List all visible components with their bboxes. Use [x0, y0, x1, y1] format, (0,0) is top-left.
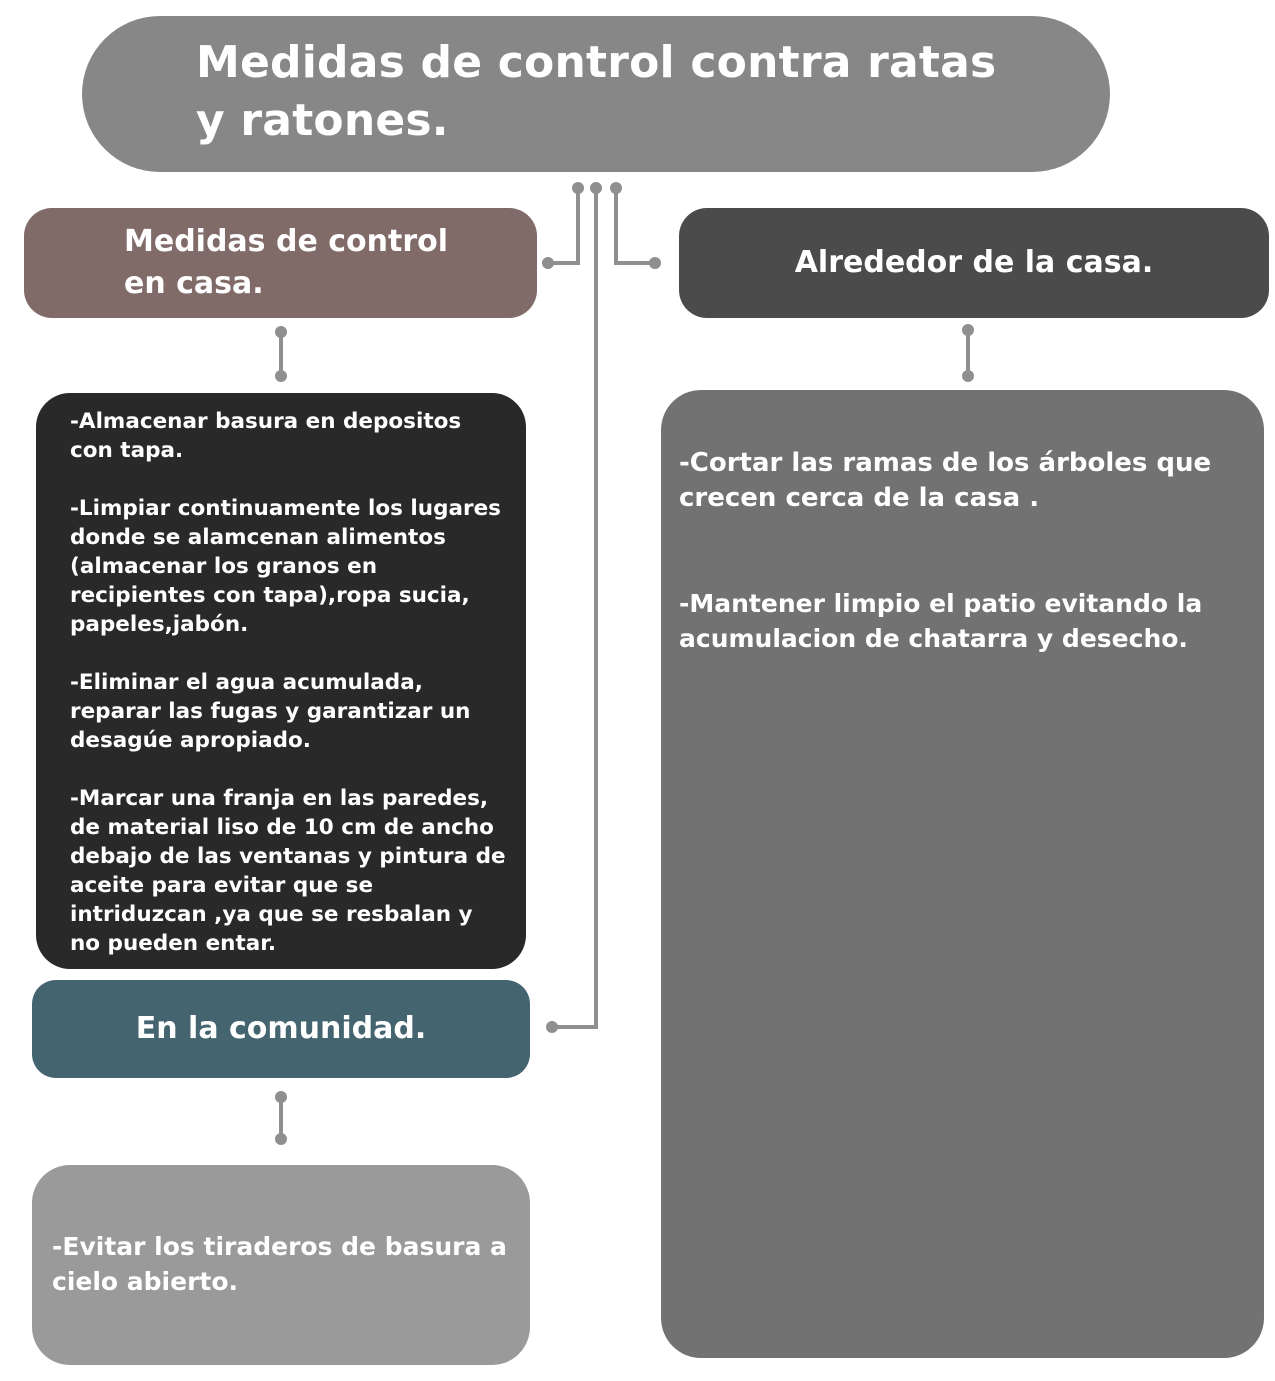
connector-title-casa: [548, 188, 578, 263]
connector-dot: [275, 326, 287, 338]
casa-item: -Limpiar continuamente los lugares donde se alamcenan alimentos (almacenar los granos en recipientes con tapa),ropa sucia, papeles,jabón.: [70, 496, 501, 637]
title-node: [82, 16, 1110, 172]
comunidad-item-line: -Evitar los tiraderos de basura a cielo abierto.: [52, 1232, 507, 1296]
connector-dot: [962, 324, 974, 336]
comunidad-body-node: [32, 1165, 530, 1365]
alrededor-item: [679, 446, 1264, 516]
alrededor-header-text: Alrededor de la casa.: [794, 245, 1154, 280]
connector-dot: [610, 182, 622, 194]
comunidad-header-node: [32, 980, 530, 1078]
connector-dot: [649, 257, 661, 269]
alrededor-item: [679, 586, 1264, 656]
connector-dot: [572, 182, 584, 194]
alrededor-item-line: -Mantener limpio el patio evitando la acumulacion de chatarra y desecho.: [679, 589, 1203, 653]
connector-title-comunidad: [552, 188, 596, 1027]
connector-dot: [275, 1133, 287, 1145]
connector-title-alrededor: [616, 188, 655, 263]
comunidad-header-text: En la comunidad.: [135, 1011, 427, 1046]
casa-item: -Marcar una franja en las paredes, de material liso de 10 cm de ancho debajo de las ventanas y pintura de aceite para evitar que se intriduzcan ,ya que se resbalan y no pueden entar.: [70, 786, 506, 956]
title-text: Medidas de control contra ratas y ratones.: [196, 37, 997, 146]
connector-dot: [590, 182, 602, 194]
casa-item: -Almacenar basura en depositos con tapa.: [70, 409, 462, 463]
connector-dot: [546, 1021, 558, 1033]
connector-dot: [962, 370, 974, 382]
casa-header-node: [24, 208, 537, 318]
alrededor-item-line: -Cortar las ramas de los árboles que crecen cerca de la casa .: [679, 448, 1212, 513]
comunidad-item: [52, 1229, 530, 1299]
casa-header-text: Medidas de control en casa.: [124, 224, 449, 301]
alrededor-body-node: [661, 390, 1264, 1358]
connector-dot: [275, 1091, 287, 1103]
casa-body-node: [36, 393, 526, 969]
connector-dot: [275, 370, 287, 382]
connector-dot: [542, 257, 554, 269]
alrededor-header-node: [679, 208, 1269, 318]
casa-item: -Eliminar el agua acumulada, reparar las fugas y garantizar un desagúe apropiado.: [70, 670, 471, 753]
